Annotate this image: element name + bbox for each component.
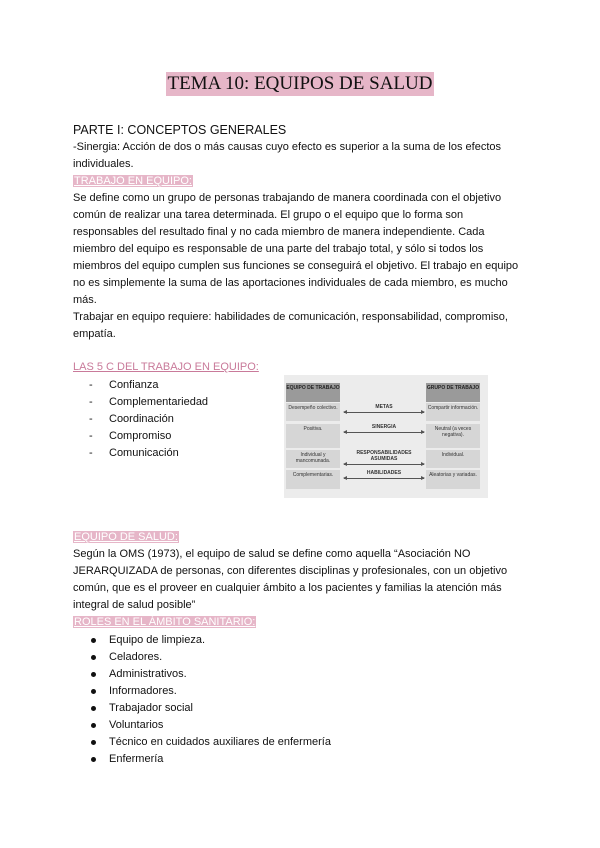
double-arrow-icon — [344, 478, 424, 479]
left-cell-2: Positiva. — [286, 424, 340, 448]
left-cell-1: Desempeño colectivo. — [286, 403, 340, 421]
list-item: Celadores. — [73, 649, 533, 666]
trabajo-line-2: común de realizar una tarea determinada. El grupo o el equipo que lo forma son — [73, 209, 464, 221]
list-item: Técnico en cuidados auxiliares de enfermería — [73, 734, 533, 751]
right-cell-1: Compartir información. — [426, 403, 480, 421]
salud-line-4: integral de salud posible” — [73, 599, 196, 611]
trabajo-line-9: empatía. — [73, 328, 116, 340]
list-item: Enfermería — [73, 751, 533, 768]
list-item: - Compromiso — [73, 428, 533, 445]
sinergia-line-1: -Sinergia: Acción de dos o más causas cuyo efecto es superior a la suma de los efectos — [73, 141, 502, 153]
list-item: Trabajador social — [73, 700, 533, 717]
document-title: TEMA 10: EQUIPOS DE SALUD — [167, 73, 433, 94]
list-item: Equipo de limpieza. — [73, 632, 533, 649]
middle-label-1: METAS — [375, 404, 393, 410]
salud-line-2: JERARQUIZADA de personas, con diferentes disciplinas y profesionales, con un objetivo — [73, 565, 508, 577]
trabajo-line-6: no es simplemente la suma de las aportaciones individuales de cada miembro, es mucho — [73, 277, 508, 289]
sinergia-line-2: individuales. — [73, 158, 134, 170]
trabajo-line-7: más. — [73, 294, 97, 306]
list-item: - Coordinación — [73, 411, 533, 428]
double-arrow-icon — [344, 432, 424, 433]
trabajo-line-3: responsables del resultado final y no cada miembro de manera independiente. Cada — [73, 226, 485, 238]
list-item: Informadores. — [73, 683, 533, 700]
middle-label-4: HABILIDADES — [366, 470, 402, 476]
left-cell-4: Complementarias. — [286, 470, 340, 489]
list-item: Voluntarios — [73, 717, 533, 734]
roles-list — [73, 632, 533, 768]
trabajo-line-1: Se define como un grupo de personas trabajando de manera coordinada con el objetivo — [73, 192, 502, 204]
trabajo-equipo-label: TRABAJO EN EQUIPO: — [74, 175, 192, 187]
left-cell-3: Individual y mancomunada. — [286, 450, 340, 468]
part-1-section — [73, 122, 533, 343]
trabajo-line-8: Trabajar en equipo requiere: habilidades de comunicación, responsabilidad, compromiso, — [73, 311, 508, 323]
part-1-heading: PARTE I: CONCEPTOS GENERALES — [73, 123, 287, 137]
list-item: Administrativos. — [73, 666, 533, 683]
middle-label-2: SINERGIA — [371, 424, 397, 430]
right-cell-3: Individual. — [426, 450, 480, 468]
salud-line-3: común, que es el proveer en cualquier ámbito a los pacientes y familias la atención más — [73, 582, 502, 594]
list-item: - Comunicación — [73, 445, 533, 462]
comparison-figure — [284, 375, 488, 498]
double-arrow-icon — [344, 412, 424, 413]
list-item: - Confianza — [73, 377, 533, 394]
equipo-salud-label: EQUIPO DE SALUD: — [74, 531, 178, 543]
trabajo-line-5: miembros del equipo cumplen sus funciones se conseguirá el objetivo. El trabajo en equipo — [73, 260, 519, 272]
left-header: EQUIPO DE TRABAJO — [286, 383, 340, 402]
middle-label-3: RESPONSABILIDADES ASUMIDAS — [356, 450, 412, 462]
salud-line-1: Según la OMS (1973), el equipo de salud se define como aquella “Asociación NO — [73, 548, 471, 560]
double-arrow-icon — [344, 464, 424, 465]
roles-label: ROLES EN EL ÁMBITO SANITARIO: — [74, 616, 256, 628]
right-header: GRUPO DE TRABAJO — [426, 383, 480, 402]
right-cell-2: Neutral (a veces negativa). — [426, 424, 480, 448]
equipo-salud-section — [73, 529, 533, 768]
right-cell-4: Aleatorias y variadas. — [426, 470, 480, 489]
trabajo-line-4: miembro del equipo es responsable de una parte del trabajo total, y sólo si todos los — [73, 243, 484, 255]
cinco-c-label: LAS 5 C DEL TRABAJO EN EQUIPO: — [73, 361, 259, 373]
list-item: - Complementariedad — [73, 394, 533, 411]
